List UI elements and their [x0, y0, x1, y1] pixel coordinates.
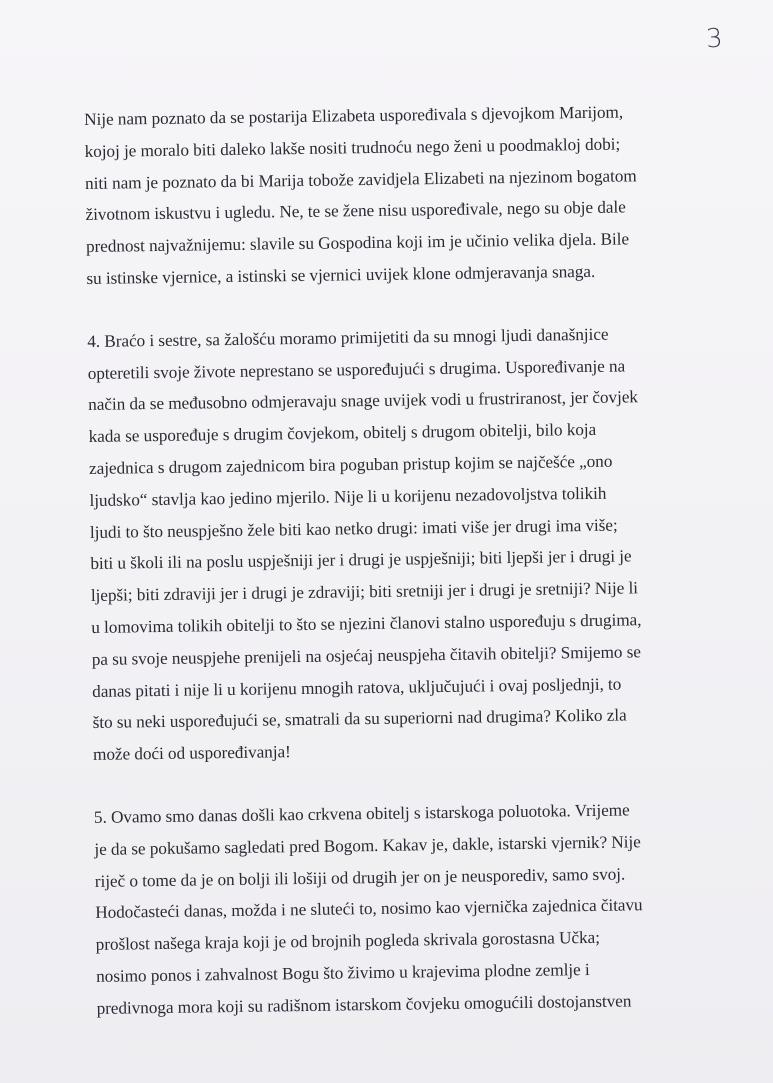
text-line: predivnoga mora koji su radišnom istarskom čovjeku omogućili dostojanstven	[96, 991, 632, 1018]
text-line: životnom iskustvu i ugledu. Ne, te se žene nisu uspoređivale, nego su obje dale	[85, 197, 626, 225]
text-line: što su neki uspoređujući se, smatrali da su superiorni nad drugima? Koliko zla	[92, 705, 627, 733]
text-line: pa su svoje neuspjehe prenijeli na osjećaj neuspjeha čitavih obitelji? Smijemo se	[91, 642, 641, 669]
text-line: 5. Ovamo smo danas došli kao crkvena obitelj s istarskoga poluotoka. Vrijeme	[93, 800, 630, 827]
text-line: je da se pokušamo sagledati pred Bogom. Kakav je, dakle, istarski vjernik? Nije	[94, 832, 641, 859]
text-line: biti u školi ili na poslu uspješniji jer i drugi je uspješniji; biti ljepši jer i drugi je	[90, 546, 632, 574]
text-line: u lomovima tolikih obitelji to što se njezini članovi stalno uspoređuju s drugima,	[91, 610, 642, 637]
text-line: danas pitati i nije li u korijenu mnogih ratova, uključujući i ovaj posljednji, to	[92, 674, 622, 701]
text-line: način da se međusobno odmjeravaju snage uvijek vodi u frustriranost, jer čovjek	[88, 387, 638, 415]
document-body	[84, 95, 737, 1024]
text-line: Nije nam poznato da se postarija Elizabeta uspoređivala s djevojkom Marijom,	[84, 102, 624, 129]
text-line: prošlost našega kraja koji je od brojnih pogleda skrivala gorostasna Učka;	[95, 928, 600, 955]
page-number: 3	[705, 23, 725, 55]
paragraph-2	[87, 317, 733, 771]
text-line: ljudi to što neuspješno žele biti kao netko drugi: imati više jer drugi ima više;	[89, 515, 618, 542]
text-line: može doći od uspoređivanja!	[92, 742, 291, 765]
text-line: 4. Braćo i sestre, sa žalošću moramo primijetiti da su mnogi ljudi današnjice	[87, 324, 609, 351]
text-line: prednost najvažnijemu: slavile su Gospodina koji im je učinio velika djela. Bile	[85, 229, 630, 257]
paragraph-1	[84, 95, 727, 295]
text-line: zajednica s drugom zajednicom bira poguban pristup kojim se najčešće „ono	[88, 451, 613, 478]
text-line: nosimo ponos i zahvalnost Bogu što živimo u krajevima plodne zemlje i	[96, 959, 590, 986]
text-line: kojoj je moralo biti daleko lakše nositi trudnoću nego ženi u poodmakloj dobi;	[84, 134, 621, 161]
text-line: ljepši; biti zdraviji jer i drugi je zdraviji; biti sretniji jer i drugi je sretniji? Nije li	[90, 578, 639, 606]
text-line: niti nam je poznato da bi Marija tobože zavidjela Elizabeti na njezinom bogatom	[84, 165, 637, 193]
paragraph-3	[94, 793, 737, 1024]
text-line: Hodočasteći danas, možda i ne sluteći to, nosimo kao vjernička zajednica čitavu	[95, 895, 643, 923]
text-line: ljudsko“ stavlja kao jedino mjerilo. Nije li u korijenu nezadovoljstva tolikih	[89, 483, 607, 510]
text-line: opteretili svoje živote neprestano se uspoređujući s drugima. Uspoređivanje na	[87, 356, 626, 383]
text-line: riječ o tome da je on bolji ili lošiji od drugih jer on je neusporediv, samo svoj.	[94, 864, 626, 891]
text-line: su istinske vjernice, a istinski se vjernici uvijek klone odmjeravanja snaga.	[86, 261, 596, 288]
text-line: kada se uspoređuje s drugim čovjekom, obitelj s drugom obitelji, bilo koja	[88, 420, 597, 447]
